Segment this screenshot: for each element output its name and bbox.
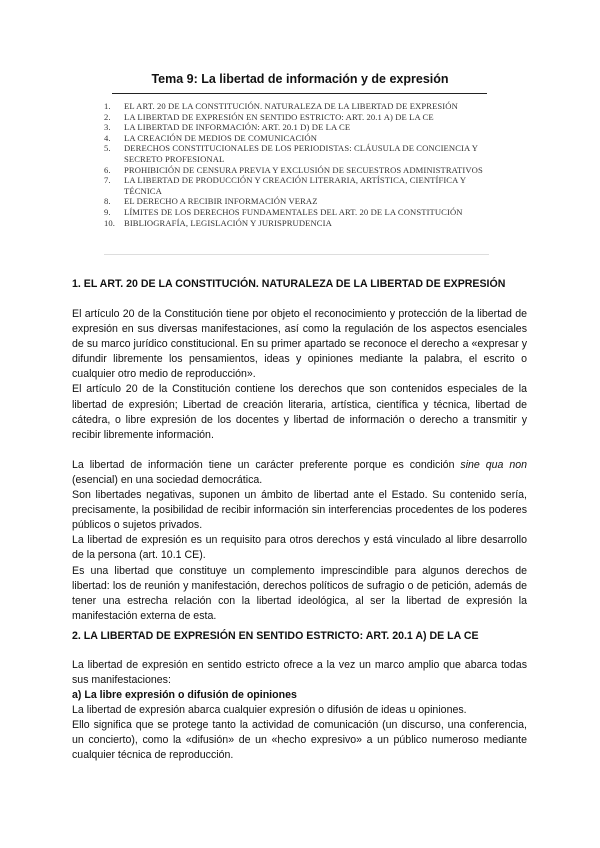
- document-body: [72, 276, 527, 764]
- paragraph: Ello significa que se protege tanto la actividad de comunicación (un discurso, una conferencia, un concierto), como la «difusión» de un «hecho expresivo» a un público numeroso mediante cualquier técnica de reproducción.: [72, 719, 527, 762]
- toc-item: 8. EL DERECHO A RECIBIR INFORMACIÓN VERAZ: [104, 196, 318, 207]
- paragraph: La libertad de información tiene un carácter preferente porque es condición sine qua non (esencial) en una sociedad democrática.: [72, 458, 528, 486]
- paragraph: El artículo 20 de la Constitución contiene los derechos que son contenidos especiales de la libertad de expresión; Libertad de creación literaria, artística, científica y técnica, libertad de cátedra, o libre expresión de los docentes y libertad de información o derecho a transmitir y recibir libremente información.: [72, 383, 527, 441]
- toc-item: 6. PROHIBICIÓN DE CENSURA PREVIA Y EXCLUSIÓN DE SECUESTROS ADMINISTRATIVOS: [104, 164, 483, 175]
- title-divider: [112, 93, 487, 94]
- paragraph: Es una libertad que constituye un complemento imprescindible para algunos derechos de libertad: los de reunión y manifestación, derechos políticos de sufragio o de petición, además de tener una estrecha relación con la libertad ideológica, al ser la libertad de expresión la manifestación externa de esta.: [72, 564, 527, 622]
- toc-item: 1. EL ART. 20 DE LA CONSTITUCIÓN. NATURALEZA DE LA LIBERTAD DE EXPRESIÓN: [104, 101, 458, 111]
- toc-item: 3. LA LIBERTAD DE INFORMACIÓN: ART. 20.1 D) DE LA CE: [104, 122, 351, 133]
- paragraph: El artículo 20 de la Constitución tiene por objeto el reconocimiento y protección de la libertad de expresión en sus diversas manifestaciones, así como la regulación de los aspectos esenciales de su marco jurídico constitucional. En su primer apartado se reconoce el derecho a «expresar y difundir libremente los pensamientos, ideas y opiniones mediante la palabra, el escrito o cualquier otro medio de reproducción».: [72, 308, 527, 381]
- paragraph-gap: [72, 443, 527, 458]
- table-of-contents: [104, 101, 496, 228]
- toc-item: 10. BIBLIOGRAFÍA, LEGISLACIÓN Y JURISPRUDENCIA: [104, 217, 332, 228]
- section-heading: 2. LA LIBERTAD DE EXPRESIÓN EN SENTIDO ESTRICTO: ART. 20.1 A) DE LA CE: [72, 629, 479, 642]
- section-heading: 1. EL ART. 20 DE LA CONSTITUCIÓN. NATURALEZA DE LA LIBERTAD DE EXPRESIÓN: [72, 278, 506, 290]
- toc-item: 5. DERECHOS CONSTITUCIONALES DE LOS PERIODISTAS: CLÁUSULA DE CONCIENCIA Y SECRETO PROFESIONAL: [104, 143, 478, 164]
- toc-item: 9. LÍMITES DE LOS DERECHOS FUNDAMENTALES DEL ART. 20 DE LA CONSTITUCIÓN: [104, 206, 463, 217]
- toc-item: 7. LA LIBERTAD DE PRODUCCIÓN Y CREACIÓN LITERARIA, ARTÍSTICA, CIENTÍFICA Y TÉCNICA: [104, 175, 466, 196]
- paragraph: La libertad de expresión en sentido estricto ofrece a la vez un marco amplio que abarca todas sus manifestaciones:: [72, 658, 527, 686]
- paragraph: La libertad de expresión es un requisito para otros derechos y está vinculado al libre desarrollo de la persona (art. 10.1 CE).: [72, 534, 527, 562]
- latin-phrase: sine qua non: [460, 458, 528, 471]
- toc-item: 4. LA CREACIÓN DE MEDIOS DE COMUNICACIÓN: [104, 132, 318, 143]
- document-title: Tema 9: La libertad de información y de expresión: [151, 72, 449, 86]
- subsection-heading: a) La libre expresión o difusión de opiniones: [72, 689, 297, 702]
- toc-divider: [104, 254, 489, 255]
- paragraph: Son libertades negativas, suponen un ámbito de libertad ante el Estado. Su contenido sería, precisamente, la posibilidad de recibir información sin interferencias procedentes de los poderes públicos o sujetos privados.: [72, 489, 527, 532]
- toc-item: 2. LA LIBERTAD DE EXPRESIÓN EN SENTIDO ESTRICTO: ART. 20.1 A) DE LA CE: [104, 111, 434, 122]
- paragraph: La libertad de expresión abarca cualquier expresión o difusión de ideas u opiniones.: [72, 704, 467, 717]
